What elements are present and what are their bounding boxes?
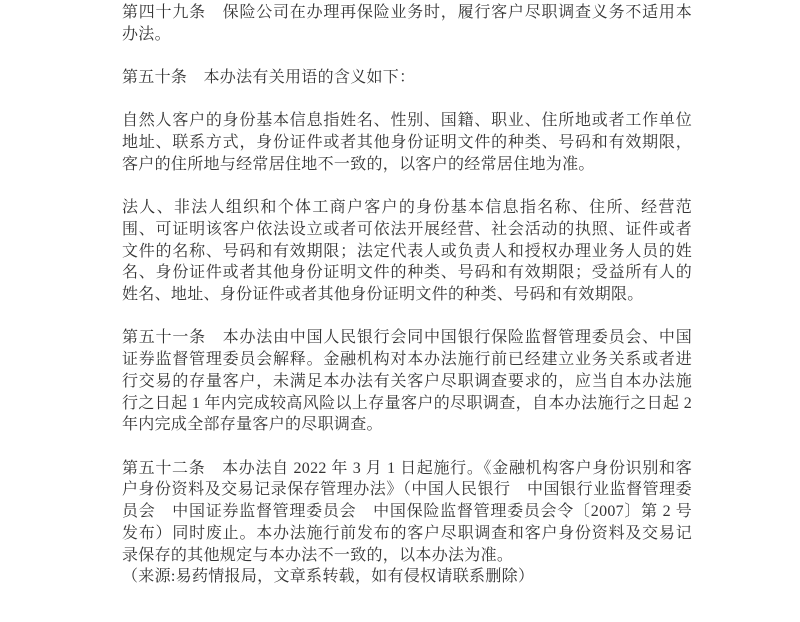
legal-person-identity-paragraph: 法人、非法人组织和个体工商户客户的身份基本信息指名称、住所、经营范围、可证明该客户依法设立或者可依法开展经营、社会活动的执照、证件或者文件的名称、号码和有效期限；法定代表人或负责人和授权办理业务人员的姓名、身份证件或者其他身份证明文件的种类、号码和有效期限；受益所有人的姓名、地址、身份证件或者其他身份证明文件的种类、号码和有效期限。 (122, 199, 692, 304)
article-50-paragraph: 第五十条 本办法有关用语的含义如下： (122, 69, 416, 87)
source-attribution: （来源:易药情报局，文章系转载，如有侵权请联系删除） (122, 568, 535, 586)
article-51-paragraph: 第五十一条 本办法由中国人民银行会同中国银行保险监督管理委员会、中国证券监督管理委员会解释。金融机构对本办法施行前已经建立业务关系或者进行交易的存量客户，未满足本办法有关客户尽职调查要求的，应当自本办法施行之日起 1 年内完成较高风险以上存量客户的尽职调查，自本办法施行之日起 2 年内完成全部存量客户的尽职调查。 (122, 329, 692, 434)
article-49-paragraph: 第四十九条 保险公司在办理再保险业务时，履行客户尽职调查义务不适用本办法。 (122, 4, 692, 43)
natural-person-identity-paragraph: 自然人客户的身份基本信息指姓名、性别、国籍、职业、住所地或者工作单位地址、联系方式，身份证件或者其他身份证明文件的种类、号码和有效期限，客户的住所地与经常居住地不一致的，以客户的经常居住地为准。 (122, 112, 692, 173)
article-52-paragraph: 第五十二条 本办法自 2022 年 3 月 1 日起施行。《金融机构客户身份识别和客户身份资料及交易记录保存管理办法》（中国人民银行 中国银行业监督管理委员会 中国证券监督管理委员会 中国保险监督管理委员会令〔2007〕第 2 号发布）同时废止。本办法施行前发布的客户尽职调查和客户身份资料及交易记录保存的其他规定与本办法不一致的，以本办法为准。 (122, 459, 692, 564)
